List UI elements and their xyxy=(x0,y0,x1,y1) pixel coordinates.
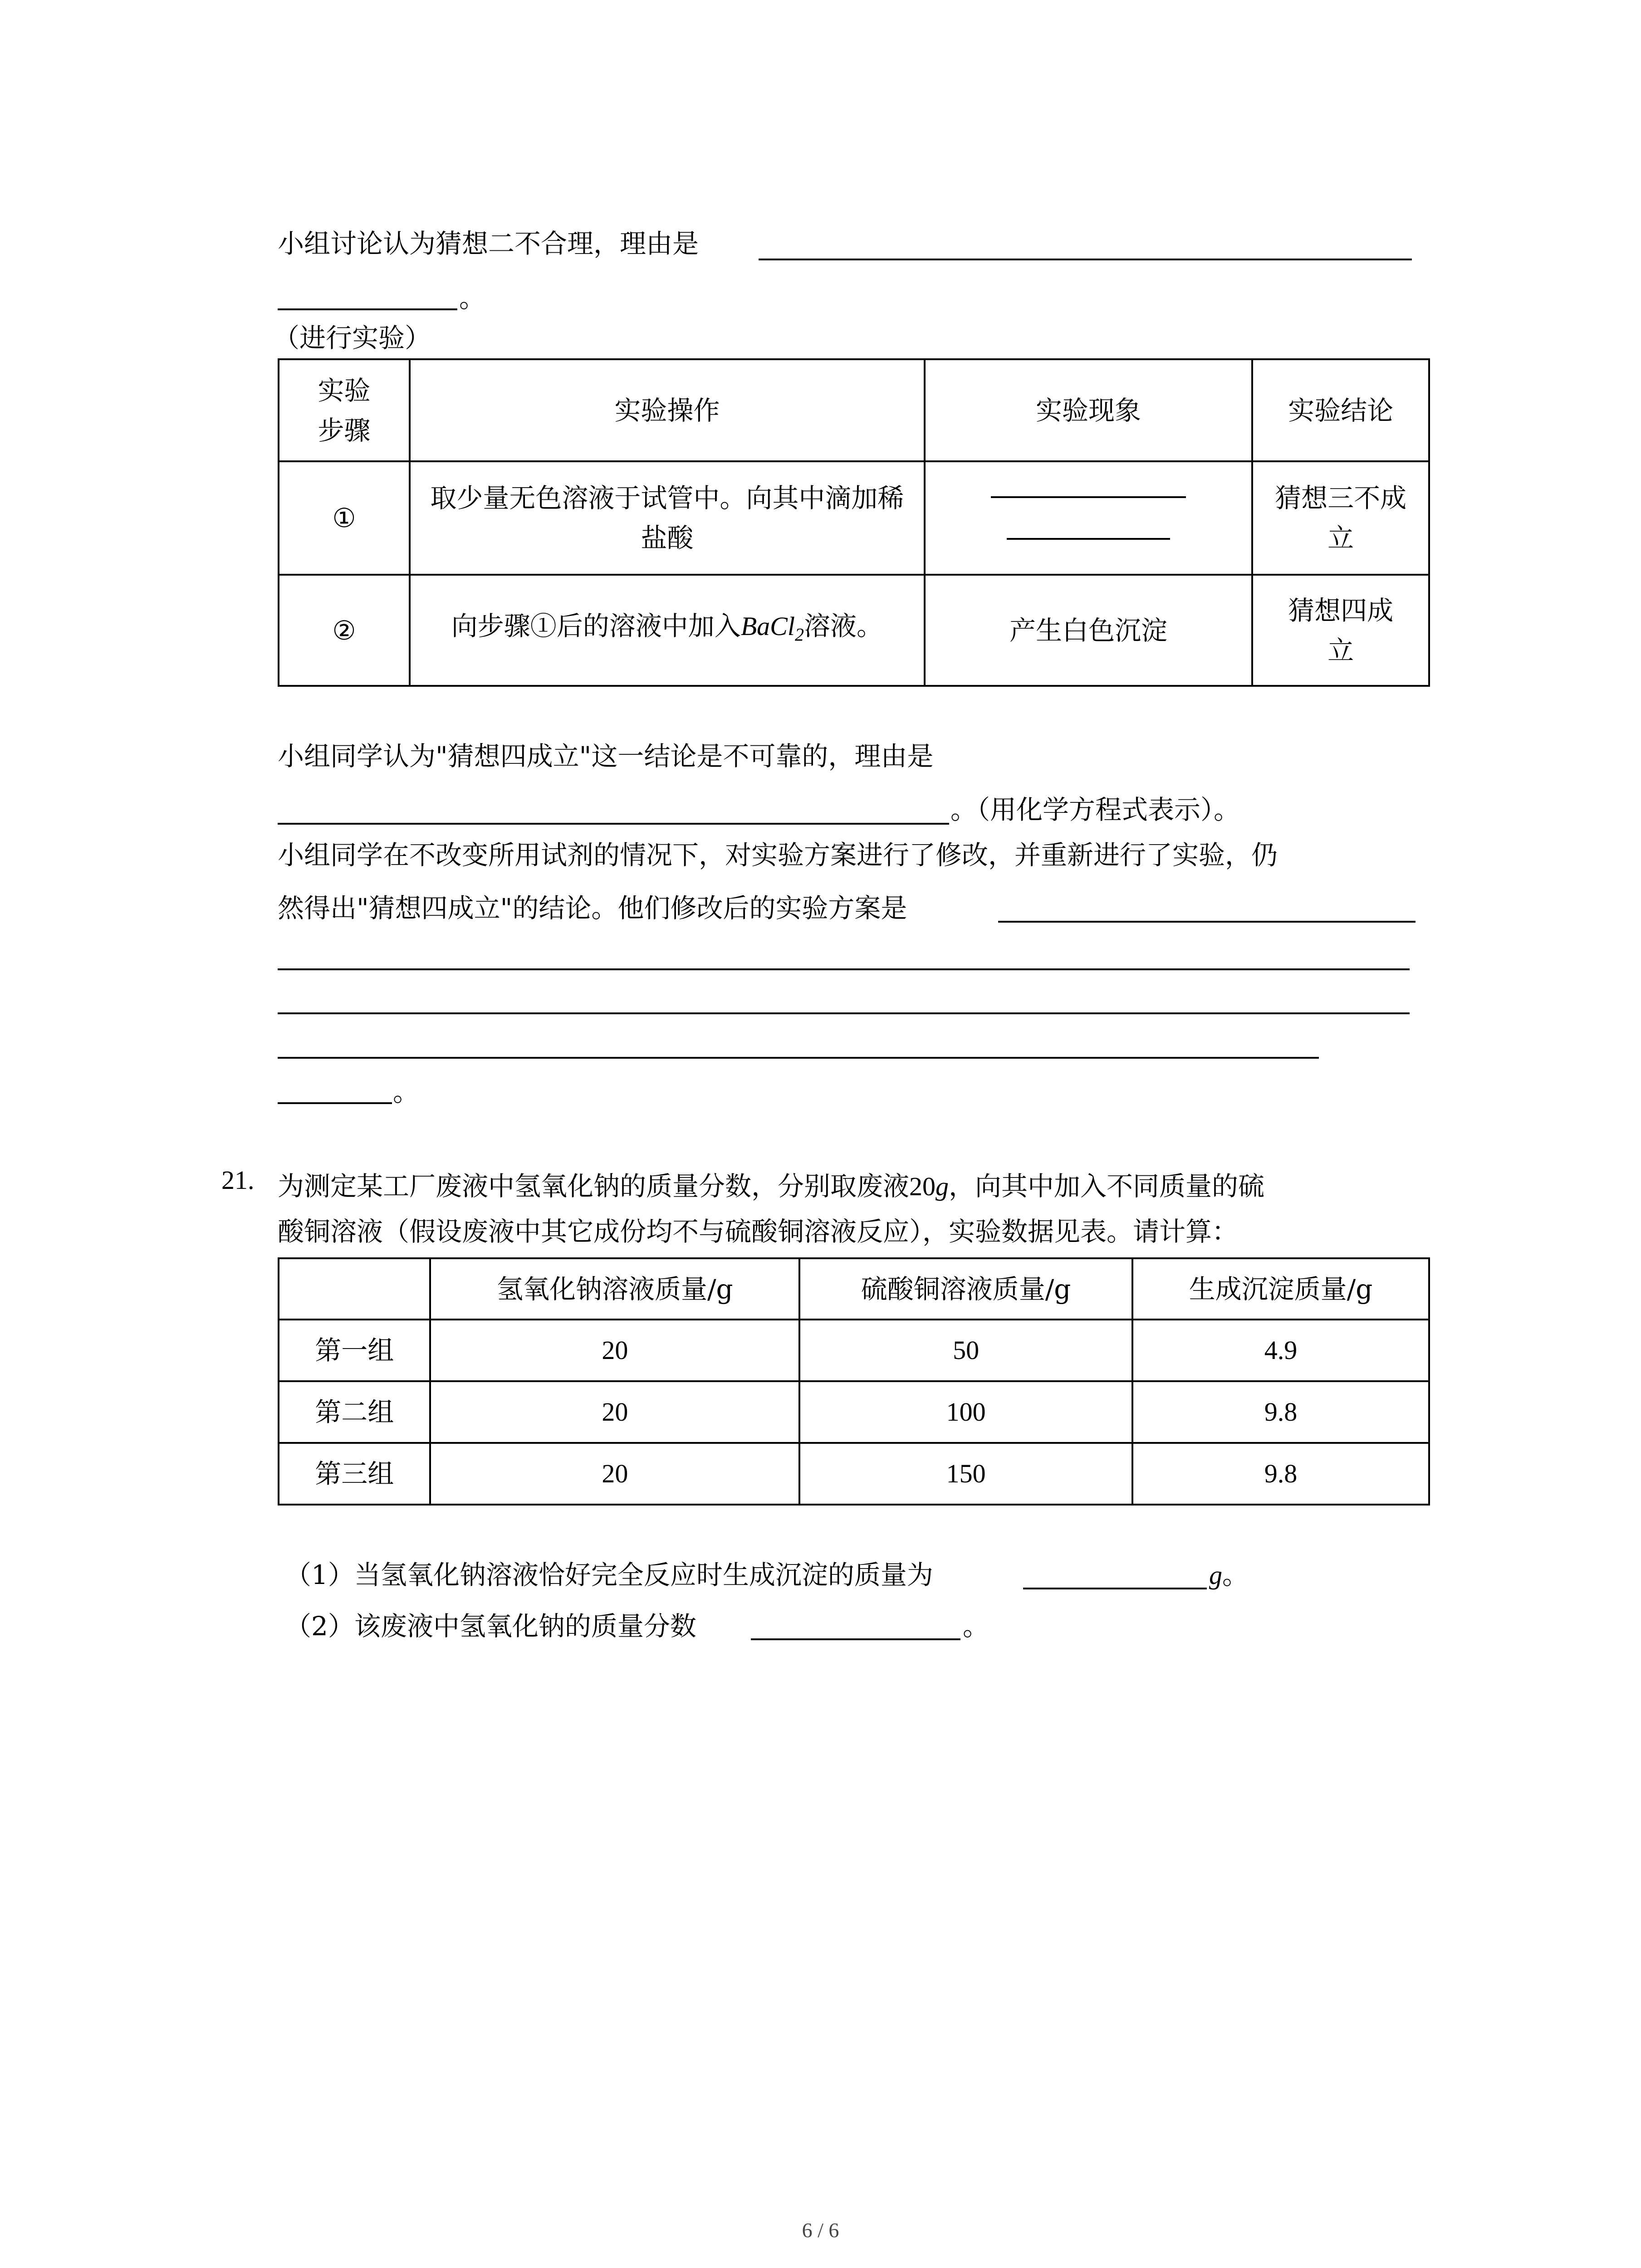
data-header-naoh: 氢氧化钠溶液质量/g xyxy=(430,1258,799,1320)
discuss-end: 。 xyxy=(459,283,486,313)
row1-step: ① xyxy=(279,461,410,575)
row2-step: ② xyxy=(279,575,410,686)
answer-blank-reason[interactable] xyxy=(759,259,1412,260)
group-label: 第一组 xyxy=(279,1320,430,1381)
sub-question-1-end: g。 xyxy=(1209,1559,1249,1590)
row2-operation: 向步骤①后的溶液中加入BaCl$_2$溶液。 xyxy=(410,575,924,686)
header-step: 实验步骤 xyxy=(279,359,410,461)
experiment-table xyxy=(278,358,1430,687)
data-table xyxy=(278,1257,1430,1505)
revise-end: 。 xyxy=(393,1076,420,1107)
answer-blank-plan-4[interactable] xyxy=(278,1057,1319,1059)
data-row xyxy=(279,1381,1429,1443)
experiment-row-1 xyxy=(279,461,1429,575)
answer-blank-mass[interactable] xyxy=(1023,1588,1207,1589)
data-header-precipitate: 生成沉淀质量/g xyxy=(1132,1258,1429,1320)
row1-conclusion: 猜想三不成立 xyxy=(1252,461,1429,575)
cuso4-mass: 100 xyxy=(799,1381,1132,1443)
phenomenon-blank-1[interactable] xyxy=(991,496,1186,498)
data-header-empty xyxy=(279,1258,430,1320)
answer-blank-reason-cont[interactable] xyxy=(278,308,457,310)
naoh-mass: 20 xyxy=(430,1381,799,1443)
experiment-row-2 xyxy=(279,575,1429,686)
answer-blank-plan-5[interactable] xyxy=(278,1102,392,1104)
precipitate-mass: 9.8 xyxy=(1132,1443,1429,1505)
q21-line2: 酸铜溶液（假设废液中其它成份均不与硫酸铜溶液反应），实验数据见表。请计算： xyxy=(278,1216,1239,1247)
row1-phenomenon[interactable] xyxy=(925,461,1253,575)
header-operation: 实验操作 xyxy=(410,359,924,461)
naoh-mass: 20 xyxy=(430,1320,799,1381)
group-label: 第三组 xyxy=(279,1443,430,1505)
sub-question-1: （1）当氢氧化钠溶液恰好完全反应时生成沉淀的质量为 xyxy=(285,1559,933,1590)
section-label: （进行实验） xyxy=(273,323,431,353)
row1-operation: 取少量无色溶液于试管中。向其中滴加稀盐酸 xyxy=(410,461,924,575)
revise-text-1: 小组同学在不改变所用试剂的情况下，对实验方案进行了修改，并重新进行了实验，仍 xyxy=(278,840,1278,870)
row2-conclusion: 猜想四成立 xyxy=(1252,575,1429,686)
page-number: 6 / 6 xyxy=(802,2219,839,2242)
reliability-text: 小组同学认为"猜想四成立"这一结论是不可靠的，理由是 xyxy=(278,741,934,772)
data-row xyxy=(279,1320,1429,1381)
question-number: 21. xyxy=(221,1165,255,1195)
data-row xyxy=(279,1443,1429,1505)
row2-phenomenon: 产生白色沉淀 xyxy=(925,575,1253,686)
answer-blank-fraction[interactable] xyxy=(751,1638,960,1640)
cuso4-mass: 50 xyxy=(799,1320,1132,1381)
answer-blank-plan-1[interactable] xyxy=(998,921,1416,923)
experiment-header-row xyxy=(279,359,1429,461)
cuso4-mass: 150 xyxy=(799,1443,1132,1505)
naoh-mass: 20 xyxy=(430,1443,799,1505)
q21-line1: 为测定某工厂废液中氢氧化钠的质量分数，分别取废液20g，向其中加入不同质量的硫 xyxy=(278,1171,1265,1202)
data-header-cuso4: 硫酸铜溶液质量/g xyxy=(799,1258,1132,1320)
discuss-text: 小组讨论认为猜想二不合理，理由是 xyxy=(278,228,699,259)
precipitate-mass: 4.9 xyxy=(1132,1320,1429,1381)
answer-blank-plan-2[interactable] xyxy=(278,968,1410,970)
sub-question-2-end: 。 xyxy=(963,1611,989,1642)
header-conclusion: 实验结论 xyxy=(1252,359,1429,461)
answer-blank-plan-3[interactable] xyxy=(278,1012,1410,1014)
reliability-end: 。（用化学方程式表示）。 xyxy=(950,794,1240,825)
sub-question-2: （2）该废液中氢氧化钠的质量分数 xyxy=(285,1611,696,1642)
data-header-row xyxy=(279,1258,1429,1320)
answer-blank-equation[interactable] xyxy=(278,823,949,825)
revise-text-2: 然得出"猜想四成立"的结论。他们修改后的实验方案是 xyxy=(278,893,907,924)
precipitate-mass: 9.8 xyxy=(1132,1381,1429,1443)
header-phenomenon: 实验现象 xyxy=(925,359,1253,461)
group-label: 第二组 xyxy=(279,1381,430,1443)
phenomenon-blank-2[interactable] xyxy=(1007,538,1170,540)
